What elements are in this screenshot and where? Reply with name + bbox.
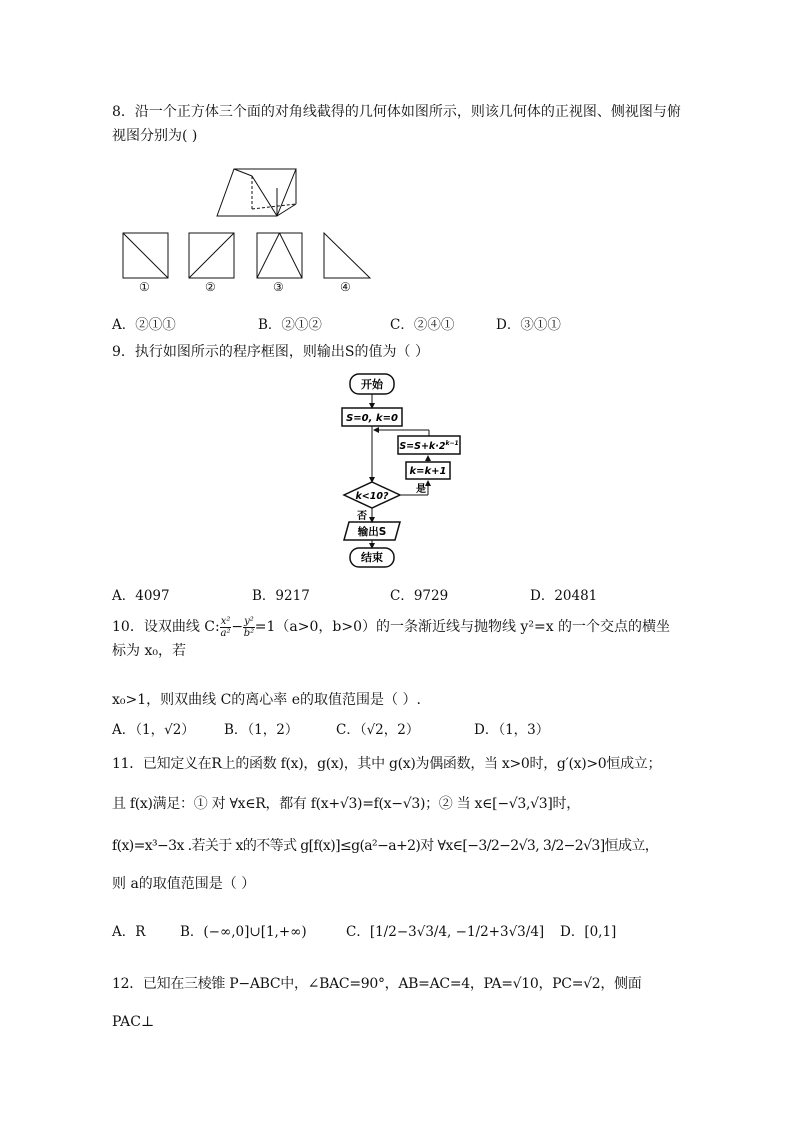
q8-label-4: ④ xyxy=(340,280,351,294)
flow-start: 开始 xyxy=(361,378,383,391)
q10-prefix: 10．设双曲线 C: xyxy=(112,619,220,635)
question-12-line1: 12．已知在三棱锥 P−ABC中，∠BAC=90°，AB=AC=4，PA=√10，PC=√2，侧面 xyxy=(112,976,642,992)
q8-option-b: B．②①② xyxy=(258,317,322,333)
question-11-line4: 则 a的取值范围是（ ） xyxy=(112,876,256,892)
flow-end: 结束 xyxy=(361,551,383,564)
q8-view-2 xyxy=(188,232,236,280)
flow-cond: k<10? xyxy=(355,491,389,502)
q8-option-a: A．②①① xyxy=(112,317,176,333)
q8-label-3: ③ xyxy=(273,280,284,294)
flow-output: 输出S xyxy=(357,526,387,538)
q11-option-c: C．[1/2−3√3/4, −1/2+3√3/4] xyxy=(346,924,545,940)
question-11-line3: f(x)=x³−3x .若关于 x的不等式 g[f(x)]≤g(a²−a+2)对 ∀x∈[−3/2−2√3, 3/2−2√3]恒成立， xyxy=(112,838,659,854)
q8-solid-figure xyxy=(212,164,302,222)
q11-option-b: B．(−∞,0]∪[1,+∞) xyxy=(180,924,307,940)
q9-option-d: D．20481 xyxy=(530,588,598,604)
q8-view-1 xyxy=(122,232,170,280)
q8-option-d: D．③①① xyxy=(496,317,561,333)
question-11-line1: 11．已知定义在R上的函数 f(x)，g(x)，其中 g(x)为偶函数，当 x>0时，g′(x)>0恒成立； xyxy=(112,756,662,772)
question-10-text xyxy=(112,615,684,663)
q10-option-b: B．（1，2） xyxy=(224,722,299,738)
q10-option-c: C．（√2，2） xyxy=(336,722,420,738)
flow-update: S=S+k·2 xyxy=(399,441,446,452)
q11-option-a: A．R xyxy=(112,924,146,940)
q10-option-a: A．（1，√2） xyxy=(112,722,195,738)
q10-rest: =1（a>0，b>0）的一条渐近线与抛物线 y²=x 的一个交点的横坐标为 x₀，若 xyxy=(112,619,671,659)
q10-fraction-y: $\frac{\text{y²}}{\text{b²}}$ xyxy=(243,615,255,639)
question-9-text: 9．执行如图所示的程序框图，则输出S的值为（ ） xyxy=(112,344,429,360)
q10-option-d: D．（1，3） xyxy=(474,722,550,738)
q8-label-2: ② xyxy=(205,280,216,294)
q10-fraction-x: $\frac{\text{x²}}{\text{a²}}$ xyxy=(220,615,231,639)
flow-update-exp: k−1 xyxy=(445,440,459,447)
flow-inc: k=k+1 xyxy=(409,466,447,477)
svg-text:S=S+k·2k−1 xyxy=(399,440,458,452)
q8-option-c: C．②④① xyxy=(390,317,455,333)
q9-option-c: C．9729 xyxy=(390,588,449,604)
flow-yes: 是 xyxy=(416,484,426,495)
q9-option-b: B．9217 xyxy=(252,588,310,604)
q11-option-d: D．[0,1] xyxy=(560,924,617,940)
q9-option-a: A．4097 xyxy=(112,588,170,604)
question-8-text: 8．沿一个正方体三个面的对角线截得的几何体如图所示，则该几何体的正视图、侧视图与俯视图分别为( ) xyxy=(112,104,681,144)
q9-flowchart xyxy=(336,370,476,570)
q10-minus: − xyxy=(231,619,244,635)
flow-no: 否 xyxy=(357,511,367,522)
question-11-line2: 且 f(x)满足：① 对 ∀x∈R，都有 f(x+√3)=f(x−√3)；② 当 x∈[−√3,√3]时， xyxy=(112,796,580,812)
flow-init: S=0, k=0 xyxy=(346,413,398,424)
q8-view-4 xyxy=(322,232,372,280)
question-12-line2: PAC⊥ xyxy=(112,1014,155,1030)
q8-label-1: ① xyxy=(139,280,150,294)
q8-view-3 xyxy=(256,232,304,280)
question-10-line2: x₀>1，则双曲线 C的离心率 e的取值范围是（ ）. xyxy=(112,692,421,708)
